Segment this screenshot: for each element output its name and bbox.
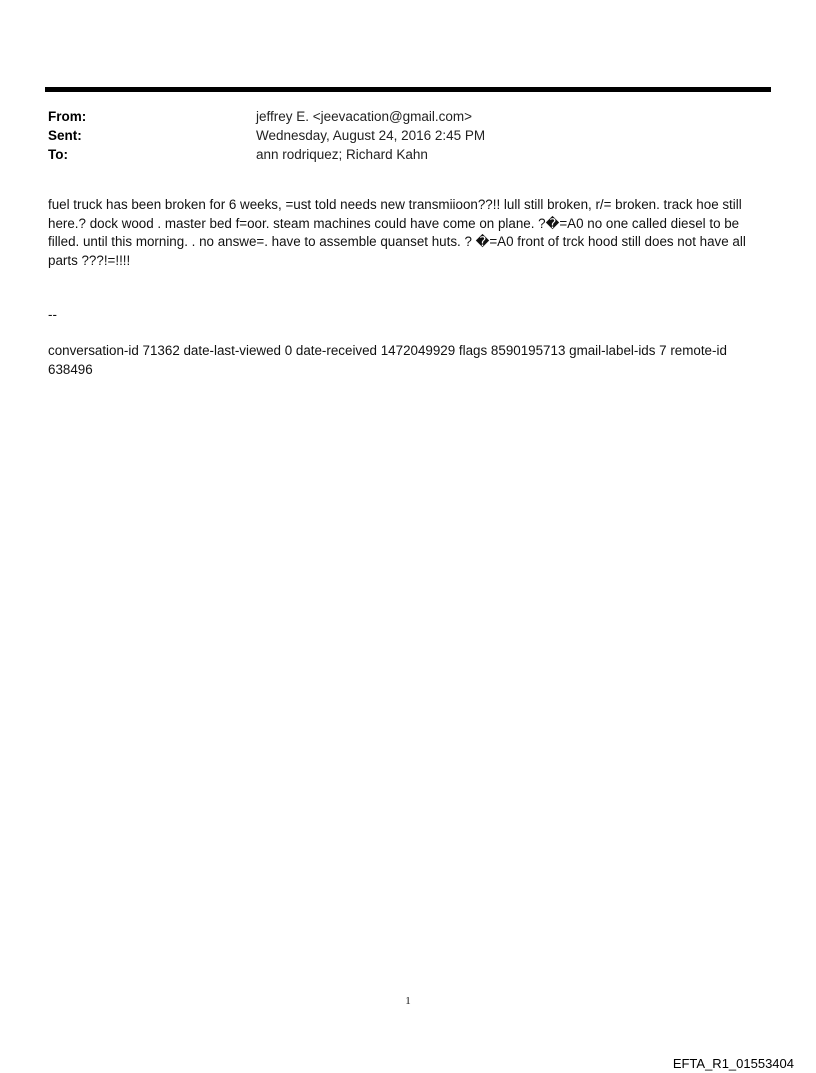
from-label: From:: [48, 109, 87, 124]
to-value: ann rodriquez; Richard Kahn: [256, 147, 428, 162]
to-row: [48, 145, 768, 164]
document-id: EFTA_R1_01553404: [672, 1056, 794, 1071]
header-divider: [45, 87, 771, 92]
sent-row: [48, 126, 768, 145]
from-value: jeffrey E. <jeevacation@gmail.com>: [256, 109, 473, 124]
page-number: 1: [405, 995, 411, 1007]
message-metadata: conversation-id 71362 date-last-viewed 0 date-received 1472049929 flags 8590195713 gmail-label-ids 7 remote-id 638496: [48, 343, 727, 377]
to-label: To:: [48, 147, 68, 162]
email-body: fuel truck has been broken for 6 weeks, =ust told needs new transmiioon??!! lull still broken, r/= broken. track hoe still here.? dock wood . master bed f=oor. steam machines could have come on plane. ?�=A0 no one called diesel to be filled. until this morning. . no answe=. have to assemble quanset huts. ? �=A0 front of trck hood still does not have all parts ???!=!!!!: [48, 197, 746, 268]
email-header: [48, 107, 768, 164]
signature-separator: --: [48, 307, 57, 322]
from-row: [48, 107, 768, 126]
sent-label: Sent:: [48, 128, 82, 143]
sent-value: Wednesday, August 24, 2016 2:45 PM: [256, 128, 486, 143]
